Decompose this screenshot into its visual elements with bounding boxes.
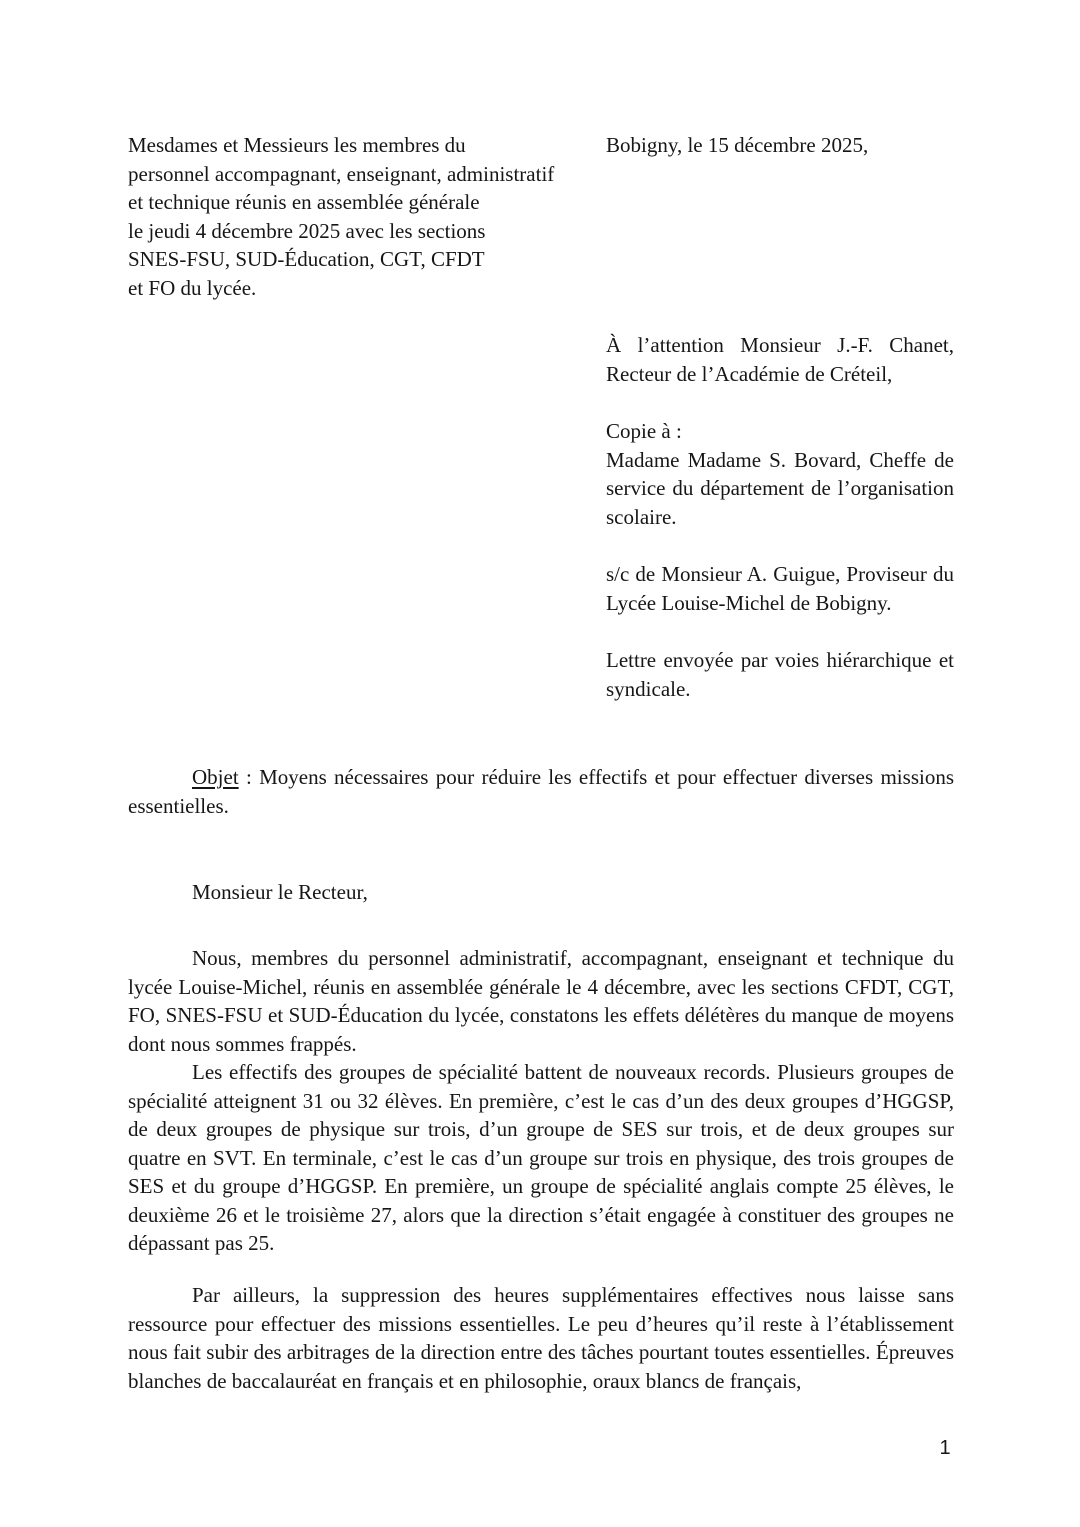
paragraph-constat: Nous, membres du personnel administratif, accompagnant, enseignant et technique du lycée Louise-Michel, réunis en assemblée générale le 4 décembre, avec les sections CFDT, CGT, FO, SNES-FSU et SUD-Éducation du lycée, constatons les effets délétères du manque de moyens dont nous sommes frappés. xyxy=(128,946,954,1056)
paragraph-heures-supplementaires: Par ailleurs, la suppression des heures supplémentaires effectives nous laisse sans ressource pour effectuer des missions essentielles. Le peu d’heures qu’il reste à l’établissement nous fait subir des arbitrages de la direction entre des tâches pourtant toutes essentielles. Épreuves blanches de baccalauréat en français et en philosophie, oraux blancs de français, xyxy=(128,1283,954,1393)
copy-label: Copie à : xyxy=(606,419,682,443)
subject-label: Objet xyxy=(192,765,239,789)
subject-line xyxy=(128,763,954,820)
page-number: 1 xyxy=(939,1437,951,1459)
sender-address-block xyxy=(128,131,606,302)
copy-recipient-text: Madame Madame S. Bovard, Cheffe de service du département de l’organisation scolaire. xyxy=(606,447,954,529)
date-place-line: Bobigny, le 15 décembre 2025, xyxy=(606,133,869,157)
address-line: et FO du lycée. xyxy=(128,275,257,300)
recipient-attention-block: À l’attention Monsieur J.-F. Chanet, Recteur de l’Académie de Créteil, xyxy=(606,333,954,386)
body-paragraphs xyxy=(128,944,954,1258)
address-line: SNES-FSU, SUD-Éducation, CGT, CFDT xyxy=(128,247,485,271)
address-line: Mesdames et Messieurs les membres du xyxy=(128,133,466,157)
address-line: et technique réunis en assemblée générale xyxy=(128,190,480,214)
paragraph-effectifs: Les effectifs des groupes de spécialité battent de nouveaux records. Plusieurs groupes de spécialité atteignent 31 ou 32 élèves. En première, c’est le cas d’un des deux groupes d’HGGSP, de deux groupes de physique sur trois, d’un groupe de SES sur trois, et de deux groupes sur quatre en SVT. En terminale, c’est le cas d’un groupe sur trois en physique, des trois groupes de SES et du groupe d’HGGSP. En première, un groupe de spécialité anglais compte 25 élèves, le deuxième 26 et le troisième 27, alors que la direction s’était engagée à constituer des groupes ne dépassant pas 25. xyxy=(128,1060,954,1255)
copy-block xyxy=(606,417,954,531)
address-line: personnel accompagnant, enseignant, administratif xyxy=(128,161,555,186)
transmission-channel-block: Lettre envoyée par voies hiérarchique et syndicale. xyxy=(606,648,954,701)
address-line: le jeudi 4 décembre 2025 avec les sections xyxy=(128,218,486,243)
salutation: Monsieur le Recteur, xyxy=(192,880,368,904)
subject-text: : Moyens nécessaires pour réduire les effectifs et pour effectuer diverses missions essentielles. xyxy=(128,765,954,818)
via-principal-block: s/c de Monsieur A. Guigue, Proviseur du Lycée Louise-Michel de Bobigny. xyxy=(606,562,954,615)
